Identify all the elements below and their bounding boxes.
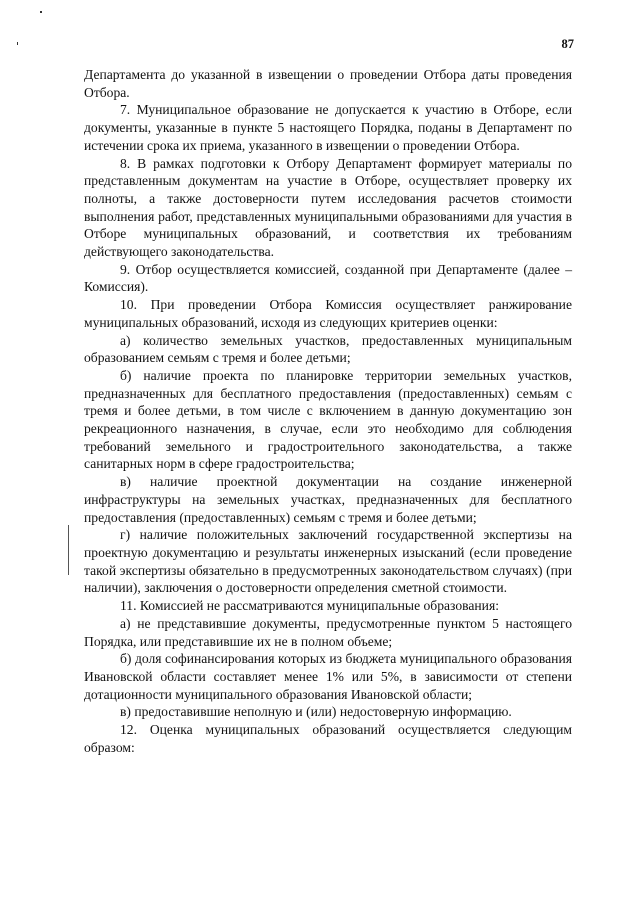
paragraph-item-8: 8. В рамках подготовки к Отбору Департамент формирует материалы по представленным документам на участие в Отборе, осуществляет проверку их полноты, а также достоверности путем исследования расчетов стоимости выполнения работ, представленных муниципальными образованиями для участия в Отборе муниципальных образований, и соответствия их требованиям действующего законодательства.	[84, 155, 572, 260]
criterion-g: г) наличие положительных заключений государственной экспертизы на проектную документацию и результаты инженерных изысканий (если проведение такой экспертизы обязательно в предусмотренных законодательством случаях) (при наличии), заключения о достоверности определения сметной стоимости.	[84, 527, 572, 596]
exclusion-v: в) предоставившие неполную и (или) недостоверную информацию.	[120, 704, 512, 720]
paragraph-item-10: 10. При проведении Отбора Комиссия осуществляет ранжирование муниципальных образований, исходя из следующих критериев оценки:	[84, 297, 572, 330]
page-number: 87	[561, 37, 574, 51]
paragraph-item-12: 12. Оценка муниципальных образований осуществляется следующим образом:	[84, 722, 572, 755]
paragraph-item-7: 7. Муниципальное образование не допускается к участию в Отборе, если документы, указанные в пункте 5 настоящего Порядка, поданы в Департамент по истечении срока их приема, указанного в извещении о проведении Отбора.	[84, 102, 572, 153]
exclusion-a: а) не представившие документы, предусмотренные пунктом 5 настоящего Порядка, или представившие их не в полном объеме;	[84, 615, 572, 649]
document-body	[84, 66, 572, 756]
scan-speck	[40, 11, 42, 13]
criterion-a: а) количество земельных участков, предоставленных муниципальным образованием семьям с тремя и более детьми;	[84, 332, 572, 366]
criterion-v: в) наличие проектной документации на создание инженерной инфраструктуры на земельных участках, предназначенных для бесплатного предоставления (предоставленных) семьям с тремя и более детьми;	[84, 474, 572, 525]
paragraph-item-9: 9. Отбор осуществляется комиссией, созданной при Департаменте (далее – Комиссия).	[84, 261, 572, 295]
scan-speck	[17, 42, 18, 45]
exclusion-b: б) доля софинансирования которых из бюджета муниципального образования Ивановской области составляет менее 1% или 5%, в зависимости от степени дотационности муниципального образования Ивановской области;	[84, 651, 572, 702]
scan-margin-line	[68, 525, 69, 575]
paragraph-item-11: 11. Комиссией не рассматриваются муниципальные образования:	[120, 598, 499, 614]
criterion-b: б) наличие проекта по планировке территории земельных участков, предназначенных для бесплатного предоставления (предоставленных) семьям с тремя и более детьми, в том числе с включением в данную документацию зон рекреационного назначения, в случае, если это необходимо для соблюдения требований земельного и градостроительного законодательства, а также санитарных норм в сфере градостроительства;	[84, 367, 572, 472]
paragraph-continuation: Департамента до указанной в извещении о проведении Отбора даты проведения Отбора.	[84, 67, 572, 100]
